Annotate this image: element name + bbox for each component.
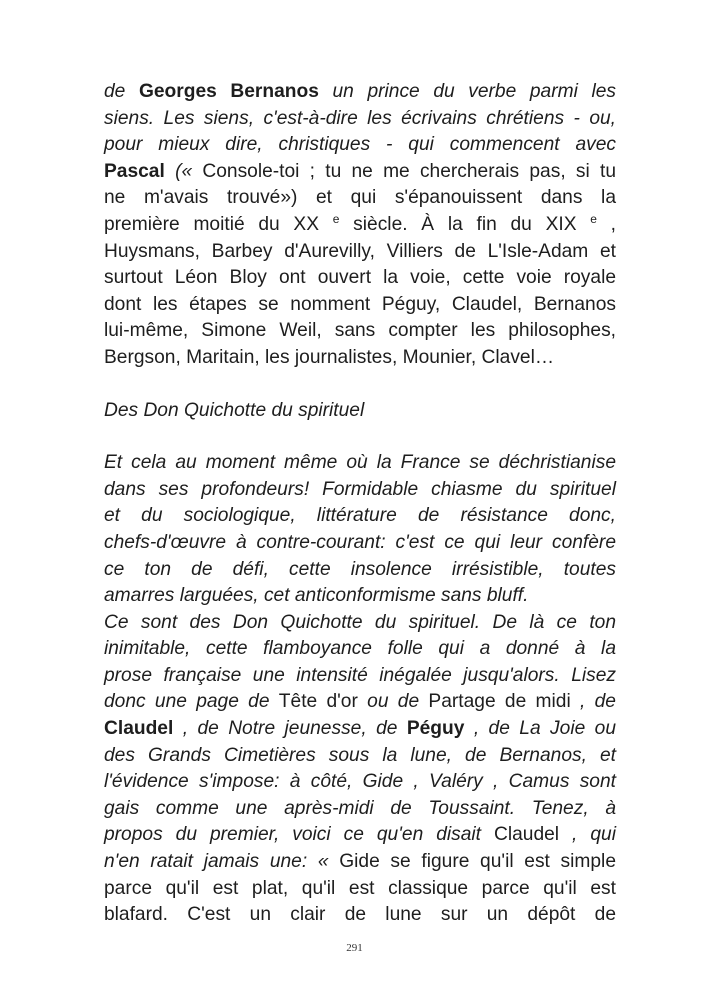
paragraph-1	[104, 79, 616, 372]
paragraph-2	[104, 450, 616, 610]
text-line: et du sociologique, littérature de résistance donc,	[104, 505, 616, 527]
text-span: , de	[570, 691, 616, 713]
text-line: inimitable, cette flamboyance folle qui a donné à la	[104, 638, 616, 660]
text-span: («	[164, 160, 203, 182]
text-line	[104, 689, 616, 716]
text-line: chefs-d'œuvre à contre-courant: c'est ce qui leur confère	[104, 531, 616, 553]
text-line: amarres larguées, cet anticonformisme sans bluff.	[104, 585, 529, 607]
page-body	[104, 79, 616, 929]
text-line: Bergson, Maritain, les journalistes, Mounier, Clavel…	[104, 346, 555, 368]
text-line: l'évidence s'impose: à côté, Gide , Valéry , Camus sont	[104, 771, 616, 793]
text-line	[104, 849, 616, 876]
text-line: blafard. C'est un clair de lune sur un dépôt de	[104, 904, 616, 926]
work-title: Tête d'or	[278, 691, 358, 713]
text-line	[104, 159, 616, 186]
work-title: Partage de midi	[428, 691, 571, 713]
spacer	[104, 372, 616, 398]
quote-text: Console-toi ; tu ne me chercherais pas, si tu	[202, 160, 616, 182]
text-line: des Grands Cimetières sous la lune, de Bernanos, et	[104, 744, 616, 766]
text-line: ce ton de défi, cette insolence irrésistible, toutes	[104, 558, 616, 580]
author-name: Georges Bernanos	[138, 81, 319, 102]
text-line: dans ses profondeurs! Formidable chiasme du spirituel	[104, 478, 616, 500]
text-span: propos du premier, voici ce qu'en disait	[104, 824, 494, 846]
text-line: Et cela au moment même où la France se déchristianise	[104, 452, 616, 474]
text-span: , qui	[559, 824, 616, 846]
quote-text: Gide se figure qu'il est simple	[339, 851, 616, 873]
page-number: 291	[346, 942, 363, 954]
author-name: Péguy	[406, 718, 465, 740]
section-heading: Des Don Quichotte du spirituel	[104, 399, 365, 421]
spacer	[104, 424, 616, 450]
text-span: ou de	[357, 691, 429, 713]
text-span: donc une page de	[104, 691, 279, 713]
text-line: ne m'avais trouvé») et qui s'épanouissent dans la	[104, 187, 616, 209]
text-line	[104, 212, 616, 239]
superscript: e	[590, 211, 597, 226]
text-span: siècle. À la fin du XIX	[339, 213, 591, 235]
text-span: un prince du verbe parmi les	[318, 81, 616, 102]
text-line: parce qu'il est plat, qu'il est classique parce qu'il est	[104, 877, 616, 899]
paragraph-3	[104, 610, 616, 929]
author-name: Claudel	[494, 824, 560, 846]
text-span: première moitié du XX	[104, 213, 333, 235]
text-span: ,	[596, 213, 617, 235]
text-line	[104, 822, 616, 849]
text-line: prose française une intensité inégalée jusqu'alors. Lisez	[104, 664, 616, 686]
superscript: e	[332, 211, 340, 226]
text-line: Huysmans, Barbey d'Aurevilly, Villiers de L'Isle-Adam et	[104, 240, 616, 262]
text-span: , de Notre jeunesse, de	[173, 718, 407, 740]
text-line: surtout Léon Bloy ont ouvert la voie, cette voie royale	[104, 267, 616, 289]
text-line: siens. Les siens, c'est-à-dire les écrivains chrétiens - ou,	[104, 107, 616, 129]
text-line: Ce sont des Don Quichotte du spirituel. De là ce ton	[104, 611, 616, 633]
text-span: n'en ratait jamais une: «	[104, 851, 340, 873]
text-line: lui-même, Simone Weil, sans compter les philosophes,	[104, 320, 616, 342]
author-name: Claudel	[104, 718, 174, 740]
text-line	[104, 79, 616, 106]
text-line: gais comme une après-midi de Toussaint. Tenez, à	[104, 797, 616, 819]
author-name: Pascal	[104, 160, 165, 182]
text-line: pour mieux dire, christiques - qui commencent avec	[104, 134, 616, 156]
text-line	[104, 716, 616, 743]
text-span: , de La Joie ou	[464, 718, 617, 740]
text-line: dont les étapes se nomment Péguy, Claudel, Bernanos	[104, 293, 616, 315]
text-span: de	[104, 81, 139, 102]
